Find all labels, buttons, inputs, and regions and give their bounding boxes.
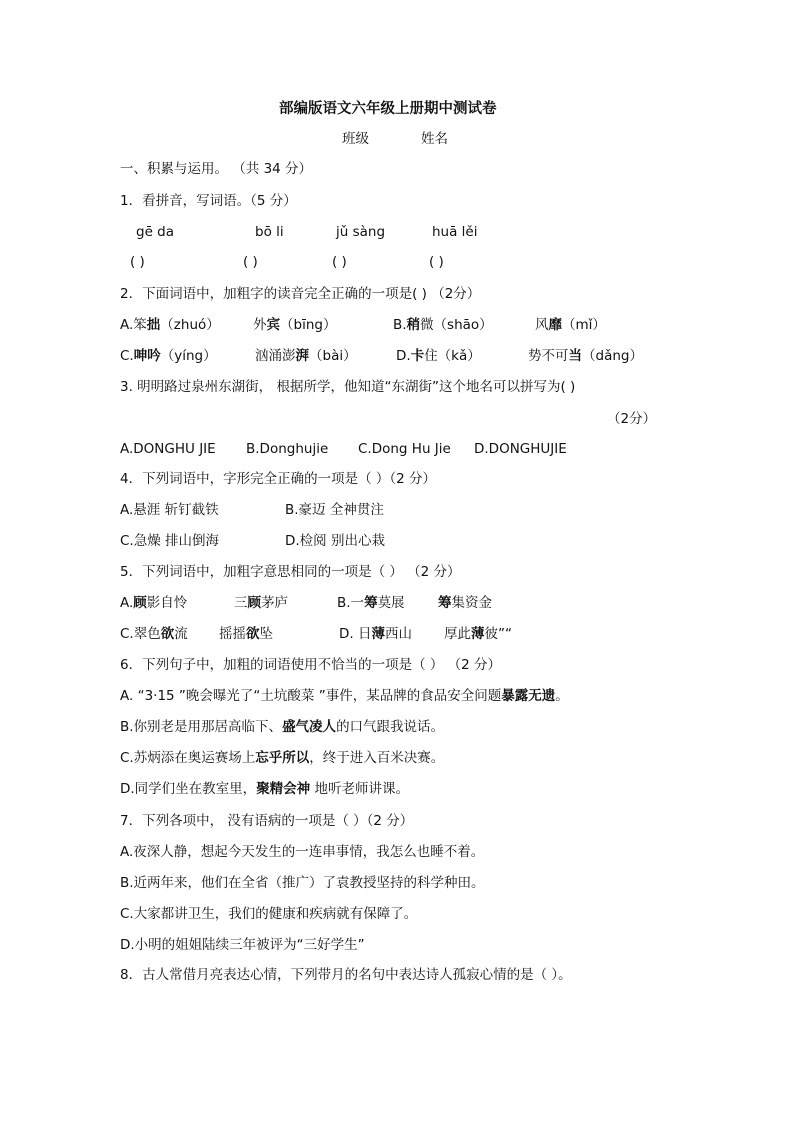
q3-option-a: A.DONGHU JIE: [120, 441, 216, 457]
question-5-stem: 5．下列词语中，加粗字意思相同的一项是（ ） （2 分）: [120, 564, 461, 580]
question-3-score: （2分）: [607, 411, 657, 427]
q6-option-d: D.同学们坐在教室里，聚精会神 地听老师讲课。: [120, 781, 409, 797]
q5-option-d: D. 日薄西山: [339, 626, 412, 642]
q6-option-b: B.你别老是用那居高临下、盛气凌人的口气跟我说话。: [120, 719, 445, 735]
q5-option-b: B.一筹莫展: [337, 595, 405, 611]
class-label: 班级: [342, 131, 369, 147]
q3-option-b: B.Donghujie: [246, 441, 329, 457]
q7-option-a: A.夜深人静，想起今天发生的一连串事情，我怎么也睡不着。: [120, 844, 485, 860]
q2-option-b: B.稍微（shāo）: [393, 317, 493, 333]
answer-blank-1: ( ): [130, 254, 145, 270]
page-title: 部编版语文六年级上册期中测试卷: [279, 101, 497, 117]
q4-option-b: B.豪迈 全神贯注: [285, 502, 384, 518]
name-label: 姓名: [421, 131, 448, 147]
q5-option-c: C.翠色欲流: [120, 626, 188, 642]
q3-option-c: C.Dong Hu Jie: [358, 441, 451, 457]
section-heading: 一、积累与运用。 （共 34 分）: [120, 161, 313, 177]
q6-option-a: A. “3·15 ”晚会曝光了“土坑酸菜 ”事件，某品牌的食品安全问题暴露无遗。: [120, 688, 569, 704]
q2-option-a2: 外宾（bīng）: [253, 317, 337, 333]
question-4-stem: 4．下列词语中，字形完全正确的一项是（ ）（2 分）: [120, 471, 437, 487]
q5-option-a: A.顾影自怜: [120, 595, 188, 611]
question-8-stem: 8．古人常借月亮表达心情，下列带月的名句中表达诗人孤寂心情的是（ ）。: [120, 967, 572, 983]
q4-option-c: C.急燥 排山倒海: [120, 533, 220, 549]
question-6-stem: 6．下列句子中，加粗的词语使用不恰当的一项是（ ） （2 分）: [120, 657, 502, 673]
q6-option-c: C.苏炳添在奥运赛场上忘乎所以，终于进入百米决赛。: [120, 750, 445, 766]
question-3-stem: 3. 明明路过泉州东湖街， 根据所学，他知道“东湖街”这个地名可以拼写为( ): [120, 379, 576, 395]
pinyin-3: jǔ sàng: [336, 224, 386, 240]
q4-option-d: D.检阅 别出心栽: [285, 533, 385, 549]
answer-blank-3: ( ): [332, 254, 347, 270]
q7-option-b: B.近两年来，他们在全省（推广）了袁教授坚持的科学种田。: [120, 875, 485, 891]
q5-option-b2: 筹集资金: [438, 595, 492, 611]
q5-option-c2: 摇摇欲坠: [219, 626, 273, 642]
pinyin-1: gē da: [136, 224, 175, 240]
q3-option-d: D.DONGHUJIE: [474, 441, 567, 457]
answer-blank-4: ( ): [429, 254, 444, 270]
q5-option-a2: 三顾茅庐: [234, 595, 288, 611]
q2-option-c: C.呻吟（yíng）: [120, 348, 217, 364]
q2-option-a: A.笨拙（zhuó）: [120, 317, 220, 333]
q2-option-c2: 汹涌澎湃（bài）: [255, 348, 357, 364]
q7-option-d: D.小明的姐姐陆续三年被评为“三好学生”: [120, 937, 365, 953]
question-1-stem: 1．看拼音，写词语。（5 分）: [120, 193, 297, 209]
q2-option-d: D.卡住（kǎ）: [396, 348, 481, 364]
answer-blank-2: ( ): [243, 254, 258, 270]
question-7-stem: 7．下列各项中， 没有语病的一项是（ ）（2 分）: [120, 813, 414, 829]
pinyin-4: huā lěi: [432, 224, 478, 240]
pinyin-2: bō li: [255, 224, 284, 240]
q7-option-c: C.大家都讲卫生，我们的健康和疾病就有保障了。: [120, 906, 418, 922]
q2-option-b2: 风靡（mǐ）: [535, 317, 606, 333]
question-2-stem: 2．下面词语中，加粗字的读音完全正确的一项是( ) （2分）: [120, 286, 481, 302]
q5-option-d2: 厚此薄彼”“: [444, 626, 512, 642]
q2-option-d2: 势不可当（dǎng）: [528, 348, 643, 364]
q4-option-a: A.悬涯 斩钉截铁: [120, 502, 219, 518]
